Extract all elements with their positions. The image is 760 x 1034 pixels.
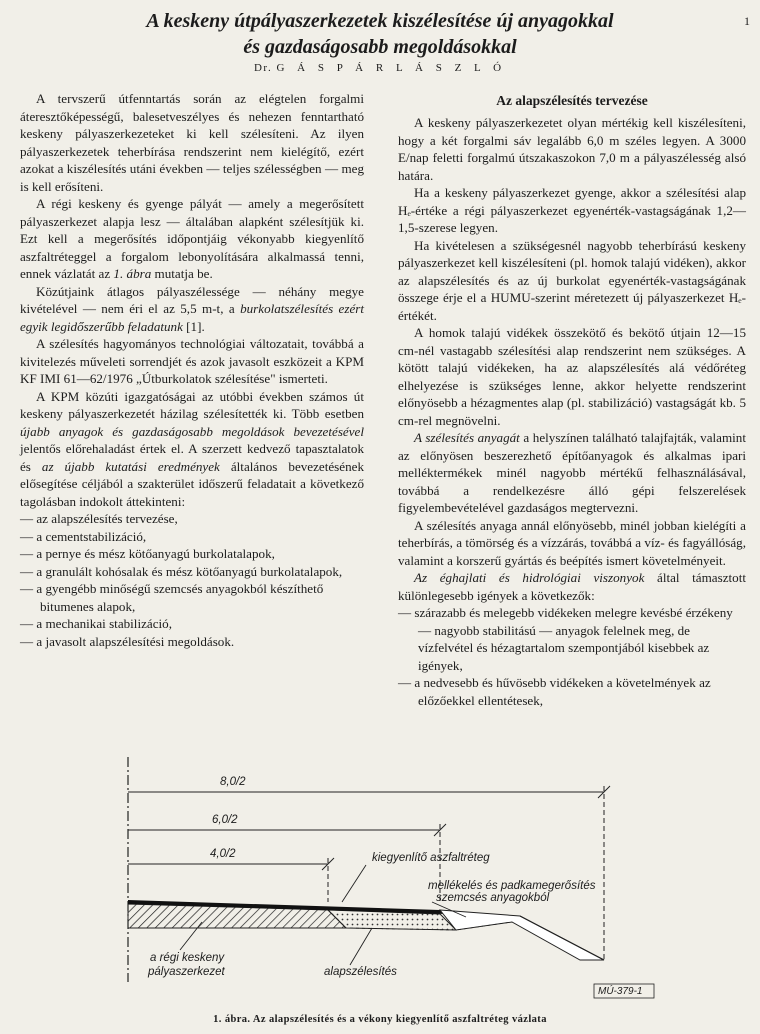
paragraph: A KPM közúti igazgatóságai az utóbbi években számos út keskeny pályaszerkezetét házilag szélesítették ki. Több esetben újabb anyagok és gazdaságosabb megoldások bevezetésével jelentős előrehaladást értek el. A szerzett kedvező tapasztalatok és az újabb kutatási eredmények általános bevezetésének elősegítése céljából a szakterület időszerű feladatait a következő tagolásban indokolt áttekinteni: [20, 388, 364, 509]
author-name: G Á S P Á R L Á S Z L Ó [276, 62, 507, 74]
list-item: — a pernye és mész kötőanyagú burkolatalapok, [20, 545, 364, 563]
list-item: — szárazabb és melegebb vidékeken melegre kevésbé érzékeny — nagyobb stabilitású — anyagok felelnek meg, de vízfelvétel és hézagtartalom szempontjából kisebbek az igények, [398, 604, 746, 674]
paragraph: Ha kivételesen a szükségesnél nagyobb teherbírású keskeny pályaszerkezet kell kiszélesíteni (pl. homok talajú vidéken), akkor az alapszélesítés és az új burkolat egyenérték-vastagságának összege érje el a HUMU-szerint méretezett új pályaszerkezet Hₑ-értékét. [398, 237, 746, 323]
list-item: — a nedvesebb és hűvösebb vidékeken a követelmények az előzőekkel ellentétesek, [398, 674, 746, 709]
label-old-pavement-1: a régi keskeny [150, 952, 225, 964]
slope-line [520, 916, 604, 960]
paragraph: Az éghajlati és hidrológiai viszonyok által támasztott különlegesebb igények a következők: [398, 570, 746, 603]
paragraph: A szélesítés anyaga annál előnyösebb, minél jobban kielégíti a teherbírás, a tömörség és a vízzárás, továbbá a víz- és fagyállóság, valamint a korszerű gyártás és beépítés ismert követelményeit. [398, 517, 746, 568]
paragraph: A tervszerű útfenntartás során az elégtelen forgalmi áteresztőképességű, balesetveszélyes és nehezen fenntartható keskeny pályaszerkezeteket ki kell szélesíteni. Az ilyen pályaszerkezetek teherbírása rendszerint nem kielégítő, ezért azokat a kiszélesítés utáni években — teljes szélességben — meg is kell erősíteni. [20, 91, 364, 194]
left-column [20, 90, 364, 650]
paragraph: A szélesítés anyagát a helyszínen található talajfajták, valamint az előnyösen beszerezhető építőanyagok és alkalmas ipari melléktermékek minél nagyobb mértékű felhasználásával, továbbá a rendelkezésre álló gépi felszerelések figyelembevételével gazdaságos megtervezni. [398, 430, 746, 515]
leader-alapszelesites [350, 928, 372, 965]
list-item: — az alapszélesítés tervezése, [20, 510, 364, 528]
list-item: — a granulált kohósalak és mész kötőanyagú burkolatalapok, [20, 563, 364, 581]
paragraph: Közútjaink átlagos pályaszélessége — néhány megye kivételével — nem éri el az 5,5 m-t, a burkolatszélesítés ezért egyik legidőszerűbb feladatunk [1]. [20, 283, 365, 334]
paragraph: A szélesítés hagyományos technológiai változatait, továbbá a kivitelezés műveleti sorrendjét és azok javasolt eszközeit a KPM KF IMI 61—62/1976 „Útburkolatok szélesítése" ismerteti. [20, 336, 364, 386]
cross-section-figure [110, 752, 660, 1012]
section-heading: Az alapszélesítés tervezése [496, 93, 648, 108]
paragraph: A homok talajú vidékek összekötő és bekötő útjain 12—15 cm-nél vastagabb szélesítési alap rendszerint nem szükséges. A kötött talajú vidékeken, ha az alapszélesítés alá védőréteg elhelyezése is szükséges lenne, akkor helyette rendszerint előnyösebb a hézagmentes alap (pl. stabilizáció) vastagságát kb. 5 cm-rel megnövelni. [398, 325, 746, 428]
dimension-4-0 [128, 858, 334, 902]
leader-kiegyenlito [342, 865, 366, 902]
list-item: — a cementstabilizáció, [20, 528, 364, 546]
author-line [0, 62, 760, 74]
list-item: — a mechanikai stabilizáció, [20, 615, 364, 633]
title-line-2: és gazdaságosabb megoldásokkal [243, 36, 517, 58]
label-shoulder-1: mellékelés és padkamegerősítés [428, 880, 596, 892]
topic-list [20, 510, 364, 650]
paragraph: A keskeny pályaszerkezetet olyan mértékig kell kiszélesíteni, hogy a két forgalmi sáv legalább 6,0 m széles legyen. A 3000 E/nap feletti forgalmú útszakaszokon 7,0 m a pályaszélesség alsó határa. [398, 115, 746, 183]
list-item: — a gyengébb minőségű szemcsés anyagokból készíthető bitumenes alapok, [20, 580, 364, 615]
label-base-widening: alapszélesítés [324, 966, 397, 978]
dimension-label-4: 4,0/2 [210, 848, 236, 860]
paragraph: Ha a keskeny pályaszerkezet gyenge, akkor a szélesítési alap Hₑ-értéke a régi pályaszerkezet egyenérték-vastagságának 1,2—1,5-szerese legyen. [398, 185, 746, 235]
paragraph: A régi keskeny és gyenge pályát — amely a megerősített pályaszerkezet alapja lesz — általában alapként szélesítjük ki. Ezt kell a megerősítés időpontjáig vékonyabb kiegyenlítő aszfaltréteggel a forgalom lebonyolítására alkalmassá tenni, ennek vázlatát az 1. ábra mutatja be. [20, 196, 364, 281]
requirements-list [398, 604, 746, 709]
figure-caption: 1. ábra. Az alapszélesítés és a vékony kiegyenlítő aszfaltréteg vázlata [213, 1014, 547, 1025]
figure-code: MÚ-379-1 [598, 986, 643, 997]
label-old-pavement-2: pályaszerkezet [148, 966, 225, 978]
page-number: 1 [744, 14, 750, 28]
label-shoulder-2: szemcsés anyagokból [436, 892, 550, 904]
title-line-1: A keskeny útpályaszerkezetek kiszélesítése új anyagokkal [146, 10, 614, 32]
author-prefix: Dr. [253, 62, 273, 74]
label-levelling-layer: kiegyenlítő aszfaltréteg [372, 852, 490, 864]
right-column [398, 92, 746, 709]
list-item: — a javasolt alapszélesítési megoldások. [20, 633, 364, 651]
dimension-label-6: 6,0/2 [212, 814, 238, 826]
dimension-label-8: 8,0/2 [220, 776, 246, 788]
article-title [0, 8, 760, 60]
